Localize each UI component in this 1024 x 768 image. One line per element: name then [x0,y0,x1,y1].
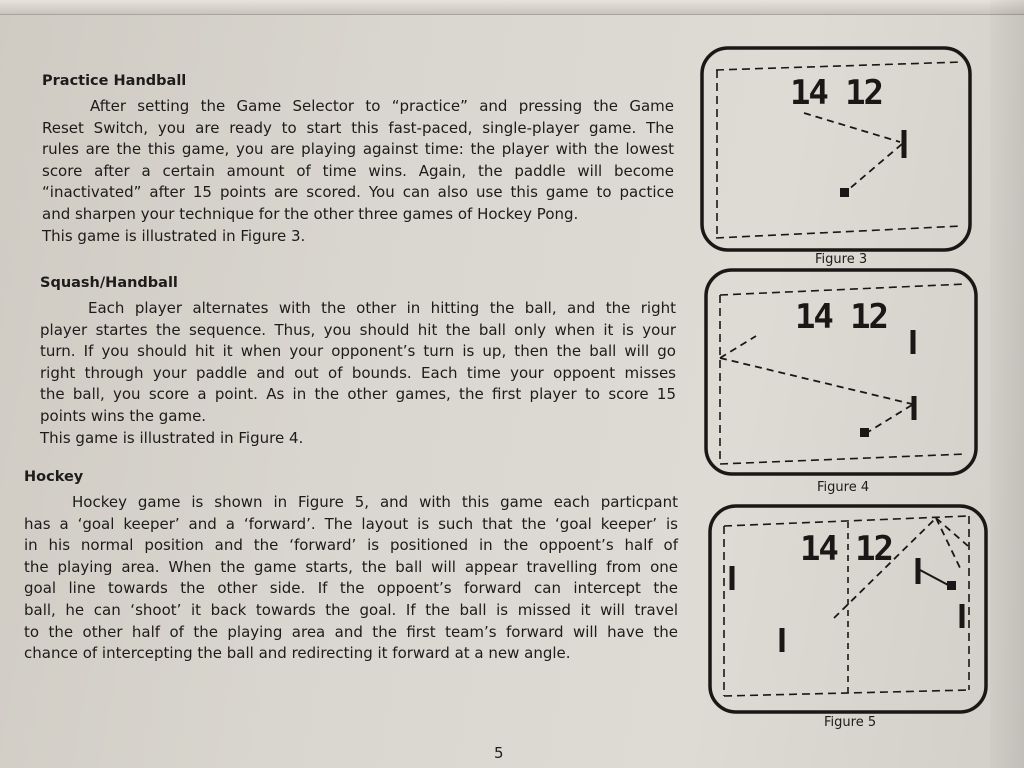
text-line: to the other half of the playing area and the first team’s forward will have the [24,622,678,641]
text-line: chance of intercepting the ball and redirecting it forward at a new angle. [24,644,571,663]
text-line: points wins the game. [40,406,207,425]
text-line: turn. If you should hit it when your opponent’s turn is up, then the ball will go [40,342,676,361]
ball-icon [840,188,849,197]
text-line: Each player alternates with the other in hitting the ball, and the right [88,299,676,317]
text-line: After setting the Game Selector to “practice” and pressing the Game [90,97,674,115]
text-line: This game is illustrated in Figure 3. [42,226,306,245]
ball-icon [947,581,956,590]
text-line: rules are the this game, you are playing against time: the player with the lowest [42,140,674,159]
text-line: player startes the sequence. Thus, you should hit the ball only when it is your [40,320,676,339]
figure-4-caption: Figure 4 [817,480,870,495]
ball-icon [860,428,869,437]
text-line: “inactivated” after 15 points are scored. You can also use this game to pactice [42,183,674,202]
text-line: right through your paddle and out of bounds. Each time your oppoent misses [40,363,676,382]
figure-4-score: 14 12 [795,297,889,337]
section-heading: Practice Handball [42,73,187,89]
text-line: goal line towards the other side. If the oppoent’s forward can intercept the [24,579,678,598]
figure-3-score: 14 12 [790,73,884,113]
text-line: Reset Switch, you are ready to start this fast-paced, single-player game. The [42,118,674,137]
text-line: the playing area. When the game starts, the ball will appear travelling from one [24,557,678,576]
page-number: 5 [494,744,504,762]
figure-5-score: 14 12 [800,529,894,569]
text-line: has a ‘goal keeper’ and a ‘forward’. The layout is such that the ‘goal keeper’ is [24,514,678,533]
text-line: the ball, you score a point. As in the other games, the first player to score 15 [40,385,676,404]
text-line: score after a certain amount of time wins. Again, the paddle will become [42,161,674,180]
text-line: in his normal position and the ‘forward’ is positioned in the oppoent’s half of [24,536,678,555]
text-line: Hockey game is shown in Figure 5, and with this game each particpant [72,493,678,511]
section-heading: Squash/Handball [40,275,178,291]
text-line: This game is illustrated in Figure 4. [40,428,304,447]
section-heading: Hockey [24,469,84,485]
figure-3-caption: Figure 3 [815,252,868,267]
text-line: and sharpen your technique for the other three games of Hockey Pong. [42,204,579,223]
text-line: ball, he can ‘shoot’ it back towards the goal. If the ball is missed it will travel [24,600,678,619]
figure-5-caption: Figure 5 [824,715,877,730]
